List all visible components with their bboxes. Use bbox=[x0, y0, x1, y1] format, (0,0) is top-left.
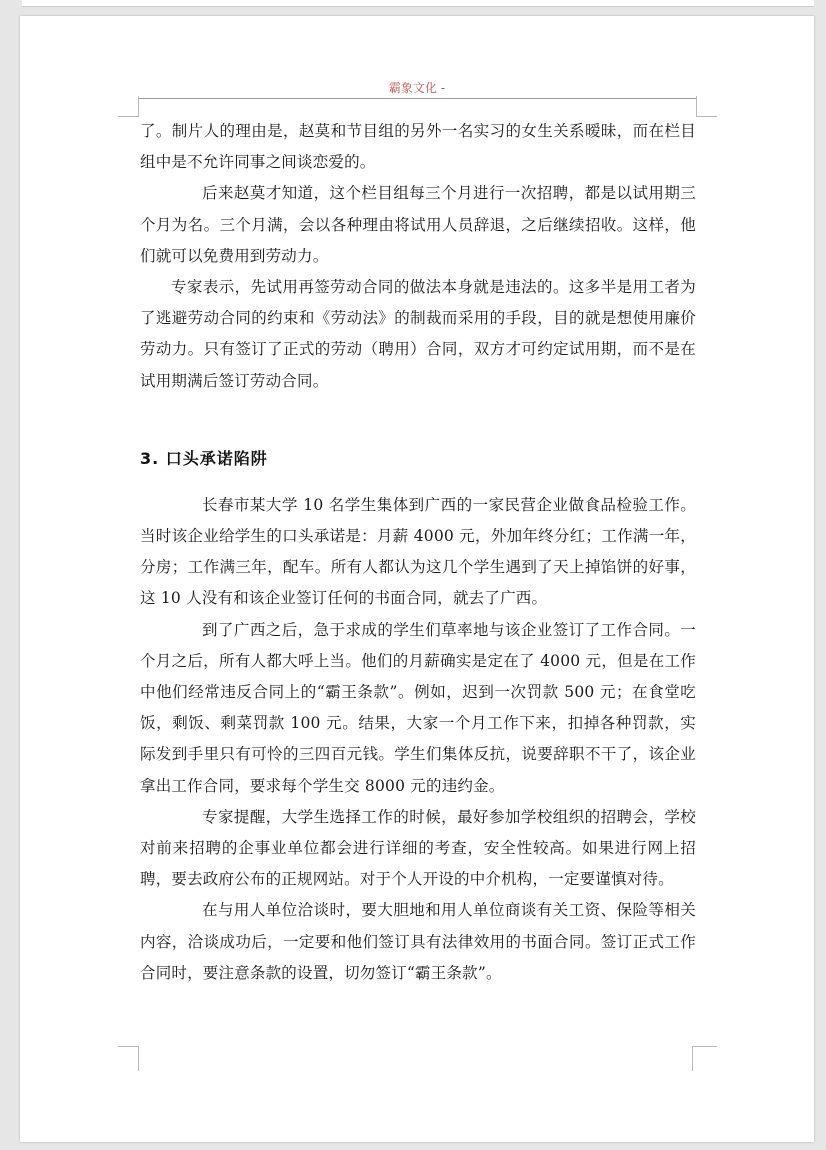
page-body bbox=[140, 116, 696, 989]
header-rule bbox=[138, 98, 696, 99]
crop-mark-top-right bbox=[696, 96, 717, 117]
section-heading: 3. 口头承诺陷阱 bbox=[140, 448, 268, 468]
paragraph: 在与用人单位洽谈时，要大胆地和用人单位商谈有关工资、保险等相关内容，洽谈成功后，一定要和他们签订具有法律效用的书面合同。签订正式工作合同时，要注意条款的设置，切勿签订“霸王条款”。 bbox=[140, 901, 696, 982]
previous-page-edge bbox=[22, 0, 814, 7]
paragraph-spacer bbox=[140, 397, 696, 428]
crop-mark-top-left bbox=[118, 96, 139, 117]
crop-mark-bottom-left bbox=[118, 1046, 139, 1071]
paragraph: 了。制片人的理由是，赵莫和节目组的另外一名实习的女生关系暧昧，而在栏目组中是不允许同事之间谈恋爱的。 bbox=[140, 122, 696, 172]
paragraph: 到了广西之后，急于求成的学生们草率地与该企业签订了工作合同。一个月之后，所有人都大呼上当。他们的月薪确实是定在了 4000 元，但是在工作中他们经常违反合同上的“霸王条款”。例如，迟到一次罚款 500 元；在食堂吃饭，剩饭、剩菜罚款 100 元。结果，大家一个月工作下来，扣掉各种罚款，实际发到手里只有可怜的三四百元钱。学生们集体反抗，说要辞职不干了，该企业拿出工作合同，要求每个学生交 8000 元的违约金。 bbox=[140, 620, 696, 795]
paragraph: 后来赵莫才知道，这个栏目组每三个月进行一次招聘，都是以试用期三个月为名。三个月满，会以各种理由将试用人员辞退，之后继续招收。这样，他们就可以免费用到劳动力。 bbox=[140, 184, 696, 265]
crop-mark-bottom-right bbox=[692, 1046, 717, 1071]
page-header: 霸象文化 - bbox=[388, 81, 446, 95]
paragraph: 专家提醒，大学生选择工作的时候，最好参加学校组织的招聘会，学校对前来招聘的企事业单位都会进行详细的考查，安全性较高。如果进行网上招聘，要去政府公布的正规网站。对于个人开设的中介机构，一定要谨慎对待。 bbox=[140, 807, 696, 889]
paragraph: 专家表示，先试用再签劳动合同的做法本身就是违法的。这多半是用工者为了逃避劳动合同的约束和《劳动法》的制裁而采用的手段，目的就是想使用廉价劳动力。只有签订了正式的劳动（聘用）合同，双方才可约定试用期，而不是在试用期满后签订劳动合同。 bbox=[140, 278, 696, 390]
document-page bbox=[20, 16, 814, 1142]
paragraph: 长春市某大学 10 名学生集体到广西的一家民营企业做食品检验工作。当时该企业给学生的口头承诺是：月薪 4000 元，外加年终分红；工作满一年，分房；工作满三年，配车。所有人都认为这几个学生遇到了天上掉馅饼的好事，这 10 人没有和该企业签订任何的书面合同，就去了广西。 bbox=[140, 495, 696, 608]
